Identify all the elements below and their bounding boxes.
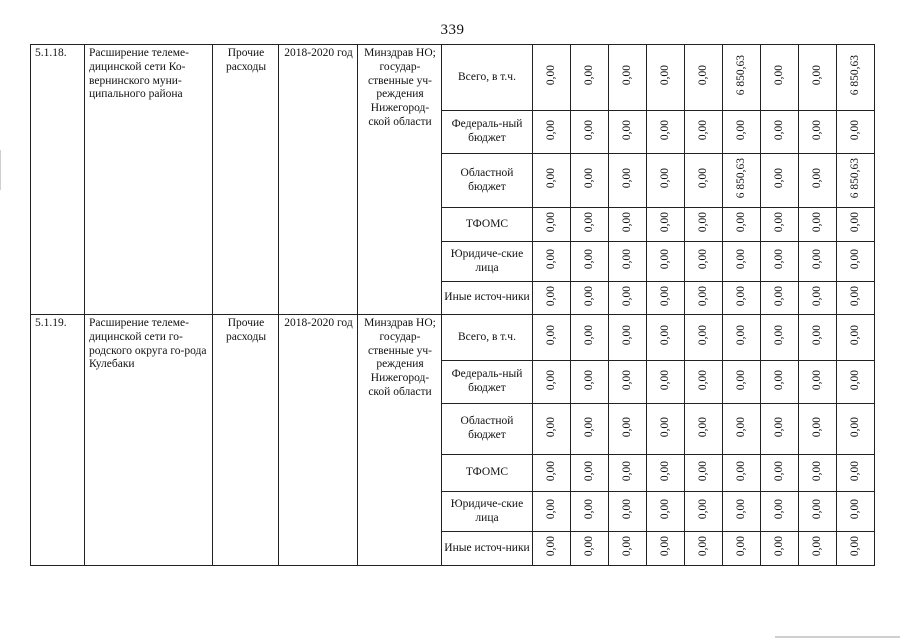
- value-cell: [799, 361, 837, 404]
- funding-source-label: ТФОМС: [442, 208, 533, 242]
- value-cell: [533, 45, 571, 111]
- funding-source-label: Юридиче-ские лица: [442, 242, 533, 282]
- value-text: 0,00: [620, 119, 633, 140]
- value-text: 0,00: [544, 416, 557, 437]
- value-cell: [647, 532, 685, 566]
- funding-source-label: Юридиче-ские лица: [442, 492, 533, 532]
- value-cell: [685, 455, 723, 492]
- value-text: 0,00: [544, 325, 557, 346]
- funding-source-label: Всего, в т.ч.: [442, 315, 533, 361]
- value-cell: [609, 492, 647, 532]
- expense-type-cell: Прочие расходы: [213, 315, 279, 566]
- value-cell: [685, 492, 723, 532]
- value-text: 0,00: [734, 325, 747, 346]
- value-text: 0,00: [810, 416, 823, 437]
- value-text: 0,00: [658, 499, 671, 520]
- value-cell: [761, 242, 799, 282]
- value-text: 0,00: [772, 119, 785, 140]
- value-cell: [723, 45, 761, 111]
- value-text: 0,00: [544, 65, 557, 86]
- value-cell: [799, 208, 837, 242]
- value-text: 0,00: [810, 168, 823, 189]
- value-cell: [571, 242, 609, 282]
- value-text: 6 850,63: [848, 157, 861, 199]
- value-cell: [609, 361, 647, 404]
- value-text: 0,00: [848, 536, 861, 557]
- value-cell: [723, 315, 761, 361]
- value-text: 0,00: [772, 168, 785, 189]
- value-cell: [723, 282, 761, 315]
- value-cell: [571, 111, 609, 154]
- value-text: 0,00: [696, 499, 709, 520]
- value-cell: [533, 282, 571, 315]
- value-text: 0,00: [544, 460, 557, 481]
- value-cell: [799, 532, 837, 566]
- value-cell: [571, 532, 609, 566]
- value-cell: [609, 242, 647, 282]
- value-text: 0,00: [544, 285, 557, 306]
- value-text: 0,00: [734, 369, 747, 390]
- value-cell: [723, 404, 761, 455]
- value-text: 0,00: [810, 65, 823, 86]
- value-text: 0,00: [734, 285, 747, 306]
- value-text: 0,00: [582, 369, 595, 390]
- value-cell: [837, 315, 875, 361]
- funding-source-label: Федераль-ный бюджет: [442, 111, 533, 154]
- value-cell: [761, 154, 799, 208]
- value-text: 0,00: [658, 65, 671, 86]
- value-text: 0,00: [772, 416, 785, 437]
- value-cell: [685, 242, 723, 282]
- value-cell: [647, 492, 685, 532]
- value-cell: [761, 315, 799, 361]
- value-cell: [685, 154, 723, 208]
- budget-table-body: [31, 45, 875, 566]
- value-text: 0,00: [696, 460, 709, 481]
- period-cell: 2018-2020 год: [279, 45, 358, 315]
- value-cell: [723, 361, 761, 404]
- value-text: 0,00: [620, 460, 633, 481]
- value-text: 0,00: [810, 325, 823, 346]
- value-text: 0,00: [582, 249, 595, 270]
- value-cell: [533, 315, 571, 361]
- value-cell: [723, 242, 761, 282]
- value-text: 0,00: [544, 536, 557, 557]
- value-text: 0,00: [848, 249, 861, 270]
- value-cell: [685, 532, 723, 566]
- value-cell: [723, 208, 761, 242]
- value-cell: [837, 208, 875, 242]
- value-text: 0,00: [848, 212, 861, 233]
- value-text: 6 850,63: [848, 54, 861, 96]
- value-cell: [685, 208, 723, 242]
- value-cell: [837, 154, 875, 208]
- value-cell: [533, 111, 571, 154]
- value-cell: [609, 154, 647, 208]
- value-cell: [609, 532, 647, 566]
- value-text: 0,00: [620, 249, 633, 270]
- value-text: 0,00: [810, 536, 823, 557]
- value-text: 0,00: [620, 416, 633, 437]
- value-cell: [571, 45, 609, 111]
- value-cell: [571, 154, 609, 208]
- value-cell: [609, 404, 647, 455]
- value-cell: [571, 361, 609, 404]
- value-text: 0,00: [620, 212, 633, 233]
- value-cell: [609, 208, 647, 242]
- value-cell: [647, 361, 685, 404]
- value-text: 0,00: [696, 65, 709, 86]
- value-cell: [799, 282, 837, 315]
- value-text: 0,00: [582, 499, 595, 520]
- value-cell: [799, 154, 837, 208]
- value-text: 0,00: [582, 119, 595, 140]
- value-cell: [685, 404, 723, 455]
- measure-number-cell: 5.1.19.: [31, 315, 85, 566]
- value-text: 0,00: [620, 369, 633, 390]
- value-cell: [837, 45, 875, 111]
- value-text: 0,00: [772, 460, 785, 481]
- value-cell: [571, 455, 609, 492]
- value-cell: [533, 242, 571, 282]
- value-cell: [685, 282, 723, 315]
- period-cell: 2018-2020 год: [279, 315, 358, 566]
- value-text: 0,00: [848, 325, 861, 346]
- value-text: 0,00: [582, 416, 595, 437]
- scan-artifact-mark: [0, 150, 1, 190]
- value-cell: [647, 455, 685, 492]
- value-text: 0,00: [810, 460, 823, 481]
- value-cell: [837, 492, 875, 532]
- value-text: 0,00: [696, 212, 709, 233]
- value-text: 0,00: [658, 119, 671, 140]
- value-cell: [571, 404, 609, 455]
- value-cell: [799, 455, 837, 492]
- value-text: 0,00: [848, 285, 861, 306]
- value-text: 0,00: [848, 119, 861, 140]
- value-cell: [571, 315, 609, 361]
- value-text: 0,00: [772, 369, 785, 390]
- funding-source-label: Федераль-ный бюджет: [442, 361, 533, 404]
- value-text: 6 850,63: [734, 54, 747, 96]
- value-text: 0,00: [658, 325, 671, 346]
- value-text: 0,00: [544, 249, 557, 270]
- value-text: 0,00: [658, 212, 671, 233]
- value-cell: [837, 242, 875, 282]
- value-text: 0,00: [582, 325, 595, 346]
- value-cell: [571, 282, 609, 315]
- table-row: [31, 45, 875, 111]
- value-text: 0,00: [658, 168, 671, 189]
- value-cell: [571, 492, 609, 532]
- value-cell: [799, 315, 837, 361]
- value-text: 0,00: [734, 119, 747, 140]
- value-cell: [647, 315, 685, 361]
- value-cell: [647, 404, 685, 455]
- value-cell: [723, 111, 761, 154]
- value-text: 0,00: [734, 212, 747, 233]
- value-cell: [647, 242, 685, 282]
- value-text: 0,00: [696, 416, 709, 437]
- value-text: 0,00: [658, 285, 671, 306]
- funding-source-label: ТФОМС: [442, 455, 533, 492]
- value-text: 0,00: [772, 249, 785, 270]
- value-cell: [685, 361, 723, 404]
- value-cell: [761, 492, 799, 532]
- value-text: 0,00: [696, 325, 709, 346]
- value-text: 0,00: [810, 369, 823, 390]
- value-cell: [837, 361, 875, 404]
- funding-source-label: Всего, в т.ч.: [442, 45, 533, 111]
- value-text: 0,00: [848, 499, 861, 520]
- value-cell: [799, 404, 837, 455]
- value-text: 0,00: [696, 285, 709, 306]
- value-text: 0,00: [734, 249, 747, 270]
- value-cell: [685, 111, 723, 154]
- value-text: 0,00: [772, 65, 785, 86]
- value-cell: [647, 208, 685, 242]
- value-cell: [761, 532, 799, 566]
- value-text: 0,00: [810, 249, 823, 270]
- value-cell: [799, 242, 837, 282]
- value-cell: [837, 455, 875, 492]
- value-text: 0,00: [810, 499, 823, 520]
- value-cell: [533, 492, 571, 532]
- value-text: 0,00: [658, 369, 671, 390]
- value-cell: [799, 111, 837, 154]
- value-text: 0,00: [696, 119, 709, 140]
- value-cell: [647, 45, 685, 111]
- value-cell: [723, 154, 761, 208]
- value-text: 0,00: [734, 536, 747, 557]
- value-cell: [609, 282, 647, 315]
- funding-source-label: Областной бюджет: [442, 154, 533, 208]
- value-cell: [647, 111, 685, 154]
- value-cell: [723, 532, 761, 566]
- executor-cell: Минздрав НО; государ-ственные уч-реждения Нижегород-ской области: [358, 315, 442, 566]
- value-cell: [533, 208, 571, 242]
- value-cell: [761, 282, 799, 315]
- value-cell: [723, 455, 761, 492]
- measure-name-cell: Расширение телеме-дицинской сети Ко-вернинского муни-ципального района: [85, 45, 213, 315]
- page-number: 339: [440, 22, 465, 38]
- value-cell: [609, 45, 647, 111]
- value-cell: [761, 45, 799, 111]
- value-text: 0,00: [696, 168, 709, 189]
- value-text: 0,00: [772, 285, 785, 306]
- value-text: 0,00: [544, 119, 557, 140]
- value-text: 0,00: [582, 212, 595, 233]
- value-text: 0,00: [582, 460, 595, 481]
- value-cell: [609, 455, 647, 492]
- value-text: 6 850,63: [734, 157, 747, 199]
- value-text: 0,00: [544, 168, 557, 189]
- value-text: 0,00: [620, 536, 633, 557]
- value-cell: [723, 492, 761, 532]
- value-cell: [799, 492, 837, 532]
- value-cell: [647, 282, 685, 315]
- value-text: 0,00: [848, 369, 861, 390]
- value-text: 0,00: [620, 285, 633, 306]
- value-text: 0,00: [620, 325, 633, 346]
- value-cell: [533, 404, 571, 455]
- executor-cell: Минздрав НО; государ-ственные уч-реждения Нижегород-ской области: [358, 45, 442, 315]
- scan-artifact-mark: [775, 636, 900, 638]
- value-text: 0,00: [544, 369, 557, 390]
- value-cell: [837, 532, 875, 566]
- value-text: 0,00: [734, 416, 747, 437]
- value-text: 0,00: [696, 369, 709, 390]
- value-text: 0,00: [544, 212, 557, 233]
- value-text: 0,00: [696, 536, 709, 557]
- value-text: 0,00: [582, 65, 595, 86]
- value-text: 0,00: [848, 416, 861, 437]
- value-text: 0,00: [734, 460, 747, 481]
- budget-table: [30, 44, 875, 566]
- measure-name-cell: Расширение телеме-дицинской сети го-родского округа го-рода Кулебаки: [85, 315, 213, 566]
- value-cell: [609, 111, 647, 154]
- value-cell: [609, 315, 647, 361]
- value-cell: [685, 315, 723, 361]
- value-text: 0,00: [582, 285, 595, 306]
- value-text: 0,00: [810, 285, 823, 306]
- value-cell: [761, 404, 799, 455]
- value-cell: [533, 154, 571, 208]
- value-cell: [533, 455, 571, 492]
- value-cell: [837, 111, 875, 154]
- table-row: [31, 315, 875, 361]
- value-cell: [761, 208, 799, 242]
- value-text: 0,00: [582, 536, 595, 557]
- value-text: 0,00: [658, 416, 671, 437]
- value-cell: [533, 532, 571, 566]
- value-text: 0,00: [544, 499, 557, 520]
- value-cell: [647, 154, 685, 208]
- value-cell: [685, 45, 723, 111]
- funding-source-label: Иные источ-ники: [442, 282, 533, 315]
- value-text: 0,00: [620, 65, 633, 86]
- value-text: 0,00: [582, 168, 595, 189]
- funding-source-label: Областной бюджет: [442, 404, 533, 455]
- value-text: 0,00: [772, 212, 785, 233]
- value-text: 0,00: [772, 325, 785, 346]
- value-text: 0,00: [848, 460, 861, 481]
- value-cell: [761, 455, 799, 492]
- value-text: 0,00: [658, 460, 671, 481]
- value-text: 0,00: [696, 249, 709, 270]
- value-cell: [761, 361, 799, 404]
- funding-source-label: Иные источ-ники: [442, 532, 533, 566]
- value-text: 0,00: [658, 249, 671, 270]
- value-cell: [837, 404, 875, 455]
- expense-type-cell: Прочие расходы: [213, 45, 279, 315]
- value-cell: [761, 111, 799, 154]
- value-text: 0,00: [620, 168, 633, 189]
- value-cell: [571, 208, 609, 242]
- value-cell: [837, 282, 875, 315]
- value-text: 0,00: [810, 119, 823, 140]
- budget-table-sheet: [30, 44, 875, 566]
- value-text: 0,00: [772, 536, 785, 557]
- value-text: 0,00: [734, 499, 747, 520]
- value-text: 0,00: [772, 499, 785, 520]
- value-text: 0,00: [810, 212, 823, 233]
- value-text: 0,00: [620, 499, 633, 520]
- value-text: 0,00: [658, 536, 671, 557]
- measure-number-cell: 5.1.18.: [31, 45, 85, 315]
- value-cell: [533, 361, 571, 404]
- value-cell: [799, 45, 837, 111]
